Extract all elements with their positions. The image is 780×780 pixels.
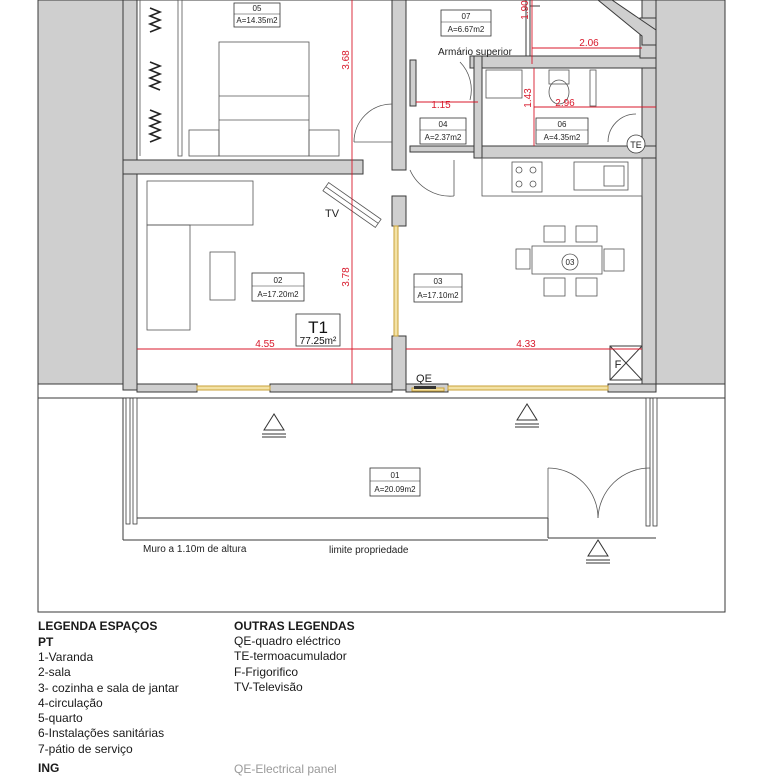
spaces-legend-title: LEGENDA ESPAÇOS bbox=[38, 619, 158, 633]
typology-code: T1 bbox=[308, 318, 328, 337]
veranda-posts bbox=[126, 398, 657, 526]
room-05-number: 05 bbox=[252, 4, 262, 13]
room-06-area: A=4.35m2 bbox=[543, 133, 581, 142]
space-item: 1-Varanda bbox=[38, 650, 94, 664]
room-01-area: A=20.09m2 bbox=[374, 485, 416, 494]
other-item: TE-termoacumulador bbox=[234, 649, 347, 664]
dimension-1-15: 1.15 bbox=[431, 100, 451, 111]
typology-area: 77.25m² bbox=[299, 336, 337, 347]
room-02-area: A=17.20m2 bbox=[257, 290, 299, 299]
tv-label: TV bbox=[325, 208, 340, 220]
room-05-area: A=14.35m2 bbox=[236, 16, 278, 25]
room-04-area: A=2.37m2 bbox=[424, 133, 462, 142]
space-item: 6-Instalações sanitárias bbox=[38, 726, 165, 741]
dimension-4-55: 4.55 bbox=[255, 339, 275, 350]
other-item: QE-quadro eléctrico bbox=[234, 634, 341, 648]
dimension-4-33: 4.33 bbox=[516, 339, 536, 350]
dimension-2-06: 2.06 bbox=[579, 38, 599, 49]
limite-label: limite propriedade bbox=[329, 545, 409, 556]
dimension-1-43: 1.43 bbox=[523, 88, 534, 108]
space-item: 3- cozinha e sala de jantar bbox=[38, 680, 179, 695]
spaces-legend bbox=[38, 618, 228, 776]
space-item: 4-circulação bbox=[38, 695, 103, 710]
dimension-3-78: 3.78 bbox=[341, 267, 352, 287]
room-01-number: 01 bbox=[390, 471, 400, 480]
wardrobe-hangers bbox=[150, 8, 160, 142]
pt-label: PT bbox=[38, 635, 54, 649]
electrical-panel bbox=[414, 386, 436, 389]
space-item: 5-quarto bbox=[38, 711, 83, 726]
te-label: TE bbox=[630, 140, 642, 150]
room-07-area: A=6.67m2 bbox=[447, 25, 485, 34]
ing-first-item: QE-Electrical panel bbox=[234, 762, 337, 776]
elevation-markers bbox=[262, 404, 610, 563]
patio-outline bbox=[38, 0, 725, 612]
kitchen-counter bbox=[482, 158, 642, 196]
dimension-2-96: 2.96 bbox=[555, 98, 575, 109]
other-legend bbox=[234, 618, 454, 695]
space-item: 7-pátio de serviço bbox=[38, 741, 133, 756]
room-02-number: 02 bbox=[273, 276, 283, 285]
muro-label: Muro a 1.10m de altura bbox=[143, 544, 247, 555]
dimension-1-90: 1.90 bbox=[520, 0, 531, 20]
room-03-number: 03 bbox=[433, 277, 443, 286]
room-03-area: A=17.10m2 bbox=[417, 291, 459, 300]
living-room-furniture bbox=[147, 181, 381, 330]
fridge-label: F bbox=[614, 359, 622, 371]
other-item: F-Frigorifico bbox=[234, 664, 299, 679]
room-07-number: 07 bbox=[461, 12, 471, 21]
ing-legend bbox=[234, 762, 337, 777]
other-item: TV-Televisão bbox=[234, 679, 303, 694]
ing-label: ING bbox=[38, 761, 60, 776]
dimension-3-68: 3.68 bbox=[341, 50, 352, 70]
dining-table-label: 03 bbox=[565, 258, 575, 267]
armario-superior-label: Armário superior bbox=[438, 47, 512, 58]
other-legend-title: OUTRAS LEGENDAS bbox=[234, 619, 355, 633]
room-04-number: 04 bbox=[438, 120, 448, 129]
space-item: 2-sala bbox=[38, 665, 71, 680]
qe-label: QE bbox=[416, 373, 432, 385]
room-06-number: 06 bbox=[557, 120, 567, 129]
